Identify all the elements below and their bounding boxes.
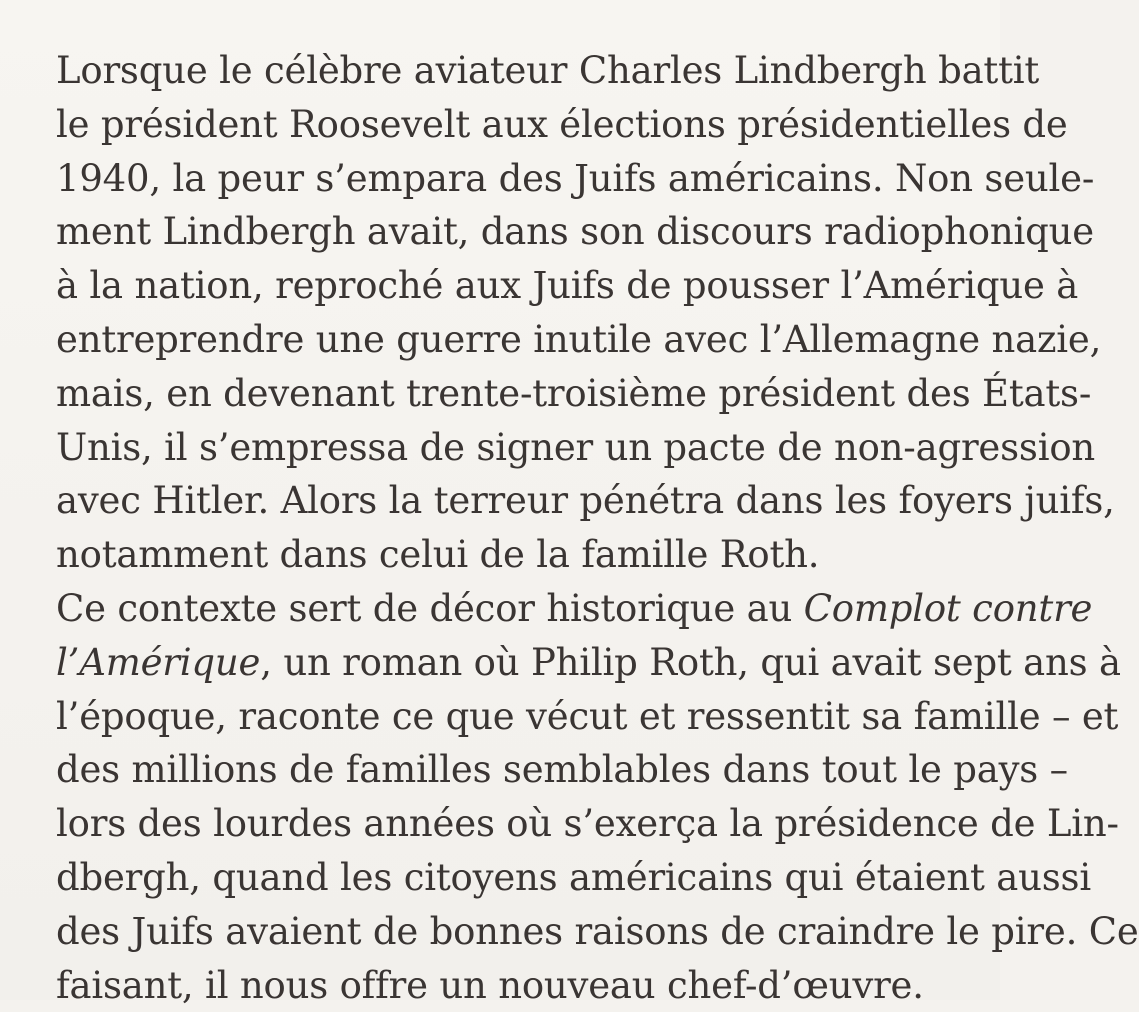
text-line: à la nation, reproché aux Juifs de pousser l’Amérique à — [56, 264, 1079, 308]
text-line: des Juifs avaient de bonnes raisons de craindre le pire. Ce — [56, 909, 1139, 953]
text-line: l’époque, raconte ce que vécut et ressentit sa famille – et — [56, 694, 1119, 738]
text-line: dbergh, quand les citoyens américains qui étaient aussi — [56, 855, 1091, 899]
text-line: mais, en devenant trente-troisième président des États- — [56, 371, 1092, 415]
text-line: faisant, il nous offre un nouveau chef-d’œuvre. — [56, 963, 924, 1007]
text-line: notamment dans celui de la famille Roth. — [56, 533, 820, 577]
paragraph-1 — [56, 44, 1115, 582]
book-title-italic: Complot contre — [803, 586, 1093, 630]
text-line: 1940, la peur s’empara des Juifs américains. Non seule- — [56, 156, 1095, 200]
text-line: lors des lourdes années où s’exerça la présidence de Lin- — [56, 802, 1119, 846]
text-line: des millions de familles semblables dans tout le pays – — [56, 748, 1068, 792]
text-line: le président Roosevelt aux élections présidentielles de — [56, 102, 1068, 146]
blurb-text — [56, 44, 1139, 1012]
paragraph-2 — [56, 582, 1139, 1012]
text-run: , un roman où Philip Roth, qui avait sept ans à — [260, 640, 1121, 684]
text-line: ment Lindbergh avait, dans son discours radiophonique — [56, 210, 1094, 254]
text-line: Lorsque le célèbre aviateur Charles Lindbergh battit — [56, 49, 1040, 92]
text-line — [56, 582, 1093, 636]
text-line: Unis, il s’empressa de signer un pacte de non-agression — [56, 425, 1096, 469]
text-line — [56, 636, 1121, 690]
text-line: avec Hitler. Alors la terreur pénétra dans les foyers juifs, — [56, 479, 1115, 523]
book-title-italic: l’Amérique — [56, 640, 261, 684]
text-run: Ce contexte sert de décor historique au — [56, 586, 804, 630]
text-line: entreprendre une guerre inutile avec l’Allemagne nazie, — [56, 317, 1102, 361]
